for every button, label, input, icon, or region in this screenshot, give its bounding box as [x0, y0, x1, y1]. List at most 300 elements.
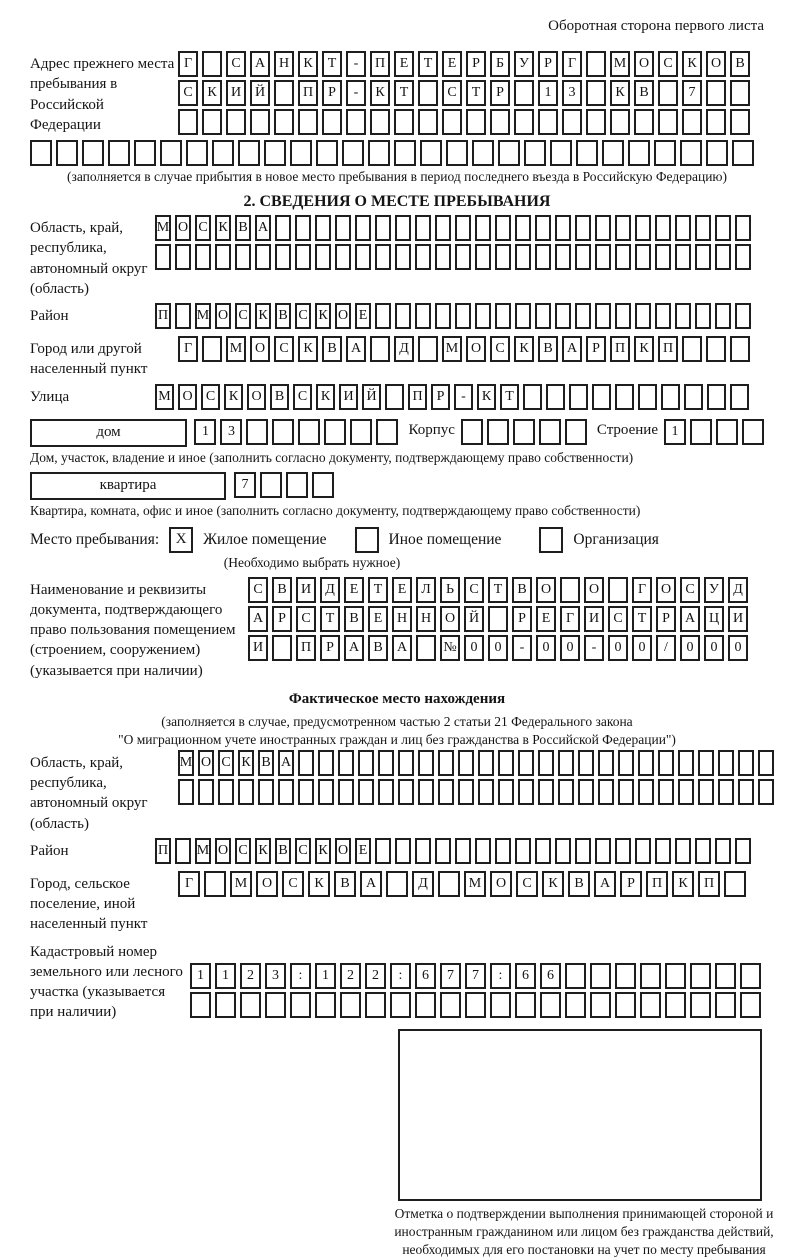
char-box[interactable] — [490, 992, 511, 1018]
char-box[interactable]: О — [215, 303, 231, 329]
char-box[interactable] — [555, 215, 571, 241]
char-box[interactable] — [715, 838, 731, 864]
char-box[interactable]: О — [215, 838, 231, 864]
char-box[interactable] — [375, 244, 391, 270]
char-box[interactable] — [418, 779, 434, 805]
char-box[interactable] — [202, 51, 222, 77]
char-box[interactable] — [240, 992, 261, 1018]
char-box[interactable] — [495, 303, 511, 329]
char-box[interactable] — [440, 992, 461, 1018]
char-box[interactable]: С — [235, 303, 251, 329]
char-box[interactable] — [595, 303, 611, 329]
char-box[interactable]: Р — [620, 871, 642, 897]
char-box[interactable]: 7 — [682, 80, 702, 106]
char-box[interactable]: К — [542, 871, 564, 897]
char-box[interactable]: С — [490, 336, 510, 362]
char-box[interactable] — [390, 992, 411, 1018]
char-box[interactable]: 3 — [265, 963, 286, 989]
char-box[interactable] — [312, 472, 334, 498]
char-box[interactable] — [682, 109, 702, 135]
char-box[interactable] — [215, 992, 236, 1018]
char-box[interactable]: : — [290, 963, 311, 989]
char-box[interactable]: К — [316, 384, 335, 410]
char-box[interactable] — [455, 244, 471, 270]
char-box[interactable] — [586, 80, 606, 106]
char-box[interactable]: С — [226, 51, 246, 77]
char-box[interactable]: П — [298, 80, 318, 106]
char-box[interactable] — [488, 606, 508, 632]
char-box[interactable]: С — [235, 838, 251, 864]
char-box[interactable] — [465, 992, 486, 1018]
char-box[interactable] — [730, 109, 750, 135]
char-box[interactable] — [466, 109, 486, 135]
char-box[interactable] — [740, 992, 761, 1018]
char-box[interactable] — [735, 215, 751, 241]
char-box[interactable] — [395, 215, 411, 241]
char-box[interactable] — [212, 140, 234, 166]
char-box[interactable] — [716, 419, 738, 445]
char-box[interactable] — [418, 80, 438, 106]
char-box[interactable] — [730, 80, 750, 106]
char-box[interactable] — [274, 80, 294, 106]
char-box[interactable]: : — [490, 963, 511, 989]
char-box[interactable] — [235, 244, 251, 270]
char-box[interactable]: К — [682, 51, 702, 77]
char-box[interactable] — [350, 419, 372, 445]
char-box[interactable] — [295, 244, 311, 270]
char-box[interactable]: А — [248, 606, 268, 632]
char-box[interactable]: С — [658, 51, 678, 77]
char-box[interactable] — [475, 838, 491, 864]
char-box[interactable]: Г — [632, 577, 652, 603]
char-box[interactable] — [680, 140, 702, 166]
char-box[interactable] — [592, 384, 611, 410]
char-box[interactable]: 2 — [240, 963, 261, 989]
char-box[interactable] — [385, 384, 404, 410]
char-box[interactable] — [555, 838, 571, 864]
char-box[interactable] — [490, 109, 510, 135]
char-box[interactable] — [420, 140, 442, 166]
char-box[interactable] — [698, 750, 714, 776]
char-box[interactable] — [518, 779, 534, 805]
char-box[interactable] — [695, 303, 711, 329]
residence-type-checkbox-other[interactable] — [355, 527, 379, 553]
char-box[interactable] — [558, 750, 574, 776]
char-box[interactable] — [375, 838, 391, 864]
char-box[interactable] — [550, 140, 572, 166]
char-box[interactable]: Н — [416, 606, 436, 632]
char-box[interactable] — [602, 140, 624, 166]
char-box[interactable]: 2 — [340, 963, 361, 989]
char-box[interactable]: Д — [728, 577, 748, 603]
char-box[interactable] — [682, 336, 702, 362]
char-box[interactable]: С — [296, 606, 316, 632]
char-box[interactable] — [415, 215, 431, 241]
char-box[interactable] — [415, 838, 431, 864]
char-box[interactable] — [514, 80, 534, 106]
char-box[interactable] — [202, 109, 222, 135]
char-box[interactable] — [690, 992, 711, 1018]
char-box[interactable]: К — [224, 384, 243, 410]
char-box[interactable] — [678, 750, 694, 776]
char-box[interactable] — [495, 215, 511, 241]
char-box[interactable] — [298, 750, 314, 776]
char-box[interactable]: С — [295, 303, 311, 329]
char-box[interactable] — [730, 336, 750, 362]
char-box[interactable]: 0 — [680, 635, 700, 661]
char-box[interactable]: В — [512, 577, 532, 603]
char-box[interactable] — [246, 419, 268, 445]
residence-type-checkbox-dwelling[interactable]: X — [169, 527, 193, 553]
char-box[interactable] — [610, 109, 630, 135]
char-box[interactable]: В — [634, 80, 654, 106]
char-box[interactable] — [378, 779, 394, 805]
char-box[interactable]: О — [178, 384, 197, 410]
char-box[interactable] — [438, 871, 460, 897]
char-box[interactable]: В — [538, 336, 558, 362]
char-box[interactable] — [615, 838, 631, 864]
char-box[interactable] — [386, 871, 408, 897]
char-box[interactable]: Р — [512, 606, 532, 632]
char-box[interactable]: Е — [344, 577, 364, 603]
char-box[interactable]: В — [368, 635, 388, 661]
char-box[interactable]: И — [248, 635, 268, 661]
char-box[interactable]: Е — [536, 606, 556, 632]
char-box[interactable] — [615, 963, 636, 989]
char-box[interactable] — [595, 838, 611, 864]
char-box[interactable] — [638, 750, 654, 776]
char-box[interactable]: И — [296, 577, 316, 603]
char-box[interactable] — [618, 779, 634, 805]
char-box[interactable]: О — [584, 577, 604, 603]
char-box[interactable]: С — [282, 871, 304, 897]
char-box[interactable] — [275, 215, 291, 241]
char-box[interactable] — [575, 303, 591, 329]
char-box[interactable] — [495, 244, 511, 270]
char-box[interactable] — [695, 215, 711, 241]
char-box[interactable] — [298, 779, 314, 805]
char-box[interactable] — [495, 838, 511, 864]
char-box[interactable] — [487, 419, 509, 445]
char-box[interactable]: 7 — [440, 963, 461, 989]
char-box[interactable] — [555, 244, 571, 270]
char-box[interactable]: К — [255, 838, 271, 864]
char-box[interactable] — [418, 109, 438, 135]
char-box[interactable]: 3 — [562, 80, 582, 106]
char-box[interactable] — [318, 750, 334, 776]
char-box[interactable]: О — [198, 750, 214, 776]
char-box[interactable]: 0 — [704, 635, 724, 661]
char-box[interactable] — [438, 750, 454, 776]
char-box[interactable]: О — [256, 871, 278, 897]
char-box[interactable] — [272, 635, 292, 661]
char-box[interactable] — [218, 779, 234, 805]
char-box[interactable] — [255, 244, 271, 270]
char-box[interactable]: О — [706, 51, 726, 77]
char-box[interactable]: 2 — [365, 963, 386, 989]
char-box[interactable]: Т — [320, 606, 340, 632]
char-box[interactable] — [706, 140, 728, 166]
char-box[interactable]: С — [442, 80, 462, 106]
char-box[interactable] — [575, 244, 591, 270]
char-box[interactable] — [475, 303, 491, 329]
char-box[interactable]: С — [293, 384, 312, 410]
char-box[interactable] — [695, 838, 711, 864]
char-box[interactable]: К — [315, 303, 331, 329]
char-box[interactable] — [654, 140, 676, 166]
char-box[interactable] — [478, 779, 494, 805]
char-box[interactable]: М — [178, 750, 194, 776]
char-box[interactable] — [598, 750, 614, 776]
char-box[interactable]: Ь — [440, 577, 460, 603]
char-box[interactable] — [286, 472, 308, 498]
char-box[interactable] — [435, 215, 451, 241]
char-box[interactable] — [675, 215, 691, 241]
char-box[interactable] — [175, 244, 191, 270]
char-box[interactable]: О — [247, 384, 266, 410]
char-box[interactable]: О — [335, 838, 351, 864]
char-box[interactable]: К — [308, 871, 330, 897]
char-box[interactable] — [615, 992, 636, 1018]
char-box[interactable]: А — [594, 871, 616, 897]
char-box[interactable] — [435, 838, 451, 864]
char-box[interactable]: - — [584, 635, 604, 661]
char-box[interactable] — [475, 215, 491, 241]
char-box[interactable] — [578, 750, 594, 776]
char-box[interactable]: : — [390, 963, 411, 989]
char-box[interactable] — [758, 750, 774, 776]
char-box[interactable]: П — [646, 871, 668, 897]
char-box[interactable]: М — [230, 871, 252, 897]
char-box[interactable] — [558, 779, 574, 805]
char-box[interactable]: В — [730, 51, 750, 77]
char-box[interactable] — [298, 109, 318, 135]
char-box[interactable] — [394, 140, 416, 166]
char-box[interactable]: К — [298, 336, 318, 362]
char-box[interactable] — [655, 244, 671, 270]
char-box[interactable] — [338, 750, 354, 776]
char-box[interactable]: 3 — [220, 419, 242, 445]
char-box[interactable] — [455, 215, 471, 241]
char-box[interactable] — [535, 215, 551, 241]
dom-type-box[interactable]: дом — [30, 419, 187, 447]
char-box[interactable] — [215, 244, 231, 270]
char-box[interactable] — [539, 419, 561, 445]
char-box[interactable] — [358, 779, 374, 805]
char-box[interactable] — [715, 215, 731, 241]
char-box[interactable]: Т — [632, 606, 652, 632]
char-box[interactable]: О — [536, 577, 556, 603]
char-box[interactable]: О — [490, 871, 512, 897]
char-box[interactable]: М — [610, 51, 630, 77]
char-box[interactable] — [569, 384, 588, 410]
char-box[interactable] — [718, 750, 734, 776]
char-box[interactable]: О — [466, 336, 486, 362]
char-box[interactable] — [715, 992, 736, 1018]
char-box[interactable]: И — [728, 606, 748, 632]
char-box[interactable]: - — [346, 51, 366, 77]
char-box[interactable]: Т — [394, 80, 414, 106]
char-box[interactable] — [518, 750, 534, 776]
char-box[interactable] — [565, 419, 587, 445]
char-box[interactable]: 6 — [540, 963, 561, 989]
char-box[interactable]: Г — [178, 871, 200, 897]
char-box[interactable]: 0 — [632, 635, 652, 661]
char-box[interactable] — [370, 109, 390, 135]
char-box[interactable]: С — [201, 384, 220, 410]
char-box[interactable]: С — [218, 750, 234, 776]
char-box[interactable] — [675, 303, 691, 329]
char-box[interactable] — [368, 140, 390, 166]
char-box[interactable] — [515, 992, 536, 1018]
char-box[interactable]: М — [464, 871, 486, 897]
char-box[interactable]: 0 — [560, 635, 580, 661]
char-box[interactable]: К — [610, 80, 630, 106]
char-box[interactable]: 1 — [215, 963, 236, 989]
char-box[interactable]: А — [346, 336, 366, 362]
char-box[interactable]: Р — [466, 51, 486, 77]
char-box[interactable] — [178, 109, 198, 135]
char-box[interactable] — [655, 303, 671, 329]
char-box[interactable] — [498, 140, 520, 166]
char-box[interactable]: Т — [466, 80, 486, 106]
char-box[interactable] — [615, 303, 631, 329]
char-box[interactable] — [738, 779, 754, 805]
char-box[interactable] — [524, 140, 546, 166]
char-box[interactable] — [108, 140, 130, 166]
char-box[interactable]: / — [656, 635, 676, 661]
char-box[interactable] — [498, 750, 514, 776]
char-box[interactable] — [735, 303, 751, 329]
char-box[interactable] — [195, 244, 211, 270]
char-box[interactable]: Г — [178, 336, 198, 362]
char-box[interactable] — [190, 992, 211, 1018]
char-box[interactable]: О — [634, 51, 654, 77]
char-box[interactable]: 7 — [465, 963, 486, 989]
char-box[interactable] — [635, 244, 651, 270]
char-box[interactable] — [134, 140, 156, 166]
char-box[interactable] — [455, 303, 471, 329]
char-box[interactable]: А — [680, 606, 700, 632]
char-box[interactable] — [458, 750, 474, 776]
char-box[interactable]: А — [278, 750, 294, 776]
char-box[interactable]: Й — [464, 606, 484, 632]
char-box[interactable] — [515, 838, 531, 864]
char-box[interactable]: Т — [368, 577, 388, 603]
char-box[interactable]: И — [339, 384, 358, 410]
char-box[interactable]: С — [608, 606, 628, 632]
char-box[interactable]: Е — [355, 838, 371, 864]
char-box[interactable] — [638, 779, 654, 805]
char-box[interactable]: П — [296, 635, 316, 661]
char-box[interactable]: Г — [178, 51, 198, 77]
char-box[interactable]: В — [235, 215, 251, 241]
char-box[interactable] — [715, 303, 731, 329]
char-box[interactable]: - — [454, 384, 473, 410]
char-box[interactable]: Е — [442, 51, 462, 77]
char-box[interactable]: П — [155, 838, 171, 864]
char-box[interactable]: Р — [431, 384, 450, 410]
char-box[interactable]: А — [255, 215, 271, 241]
char-box[interactable] — [238, 140, 260, 166]
char-box[interactable] — [655, 215, 671, 241]
char-box[interactable]: В — [270, 384, 289, 410]
char-box[interactable] — [735, 838, 751, 864]
char-box[interactable] — [615, 384, 634, 410]
char-box[interactable] — [418, 336, 438, 362]
char-box[interactable]: Т — [418, 51, 438, 77]
char-box[interactable] — [586, 109, 606, 135]
char-box[interactable]: 1 — [315, 963, 336, 989]
char-box[interactable] — [638, 384, 657, 410]
char-box[interactable] — [758, 779, 774, 805]
char-box[interactable] — [202, 336, 222, 362]
char-box[interactable] — [658, 80, 678, 106]
char-box[interactable] — [628, 140, 650, 166]
char-box[interactable] — [56, 140, 78, 166]
char-box[interactable]: К — [477, 384, 496, 410]
char-box[interactable] — [562, 109, 582, 135]
char-box[interactable]: М — [195, 838, 211, 864]
char-box[interactable]: В — [258, 750, 274, 776]
char-box[interactable] — [618, 750, 634, 776]
char-box[interactable] — [695, 244, 711, 270]
char-box[interactable]: 1 — [190, 963, 211, 989]
char-box[interactable]: У — [704, 577, 724, 603]
char-box[interactable] — [640, 992, 661, 1018]
char-box[interactable]: К — [634, 336, 654, 362]
char-box[interactable]: Б — [490, 51, 510, 77]
char-box[interactable]: С — [248, 577, 268, 603]
char-box[interactable]: Н — [274, 51, 294, 77]
char-box[interactable] — [376, 419, 398, 445]
char-box[interactable]: П — [155, 303, 171, 329]
char-box[interactable] — [640, 963, 661, 989]
char-box[interactable] — [515, 244, 531, 270]
char-box[interactable] — [475, 244, 491, 270]
char-box[interactable]: № — [440, 635, 460, 661]
char-box[interactable]: 6 — [515, 963, 536, 989]
char-box[interactable]: Р — [322, 80, 342, 106]
char-box[interactable]: М — [155, 215, 171, 241]
char-box[interactable]: А — [392, 635, 412, 661]
char-box[interactable]: Р — [272, 606, 292, 632]
char-box[interactable] — [186, 140, 208, 166]
char-box[interactable] — [735, 244, 751, 270]
char-box[interactable]: В — [275, 303, 291, 329]
char-box[interactable] — [576, 140, 598, 166]
char-box[interactable]: К — [315, 838, 331, 864]
char-box[interactable] — [560, 577, 580, 603]
char-box[interactable] — [375, 303, 391, 329]
char-box[interactable] — [418, 750, 434, 776]
char-box[interactable]: 1 — [194, 419, 216, 445]
char-box[interactable]: Р — [320, 635, 340, 661]
char-box[interactable] — [442, 109, 462, 135]
char-box[interactable]: 0 — [608, 635, 628, 661]
char-box[interactable] — [715, 963, 736, 989]
char-box[interactable]: Е — [355, 303, 371, 329]
char-box[interactable] — [435, 303, 451, 329]
char-box[interactable]: К — [370, 80, 390, 106]
char-box[interactable] — [340, 992, 361, 1018]
char-box[interactable] — [615, 244, 631, 270]
char-box[interactable] — [658, 779, 674, 805]
char-box[interactable] — [298, 419, 320, 445]
char-box[interactable]: Л — [416, 577, 436, 603]
char-box[interactable] — [446, 140, 468, 166]
char-box[interactable] — [538, 109, 558, 135]
